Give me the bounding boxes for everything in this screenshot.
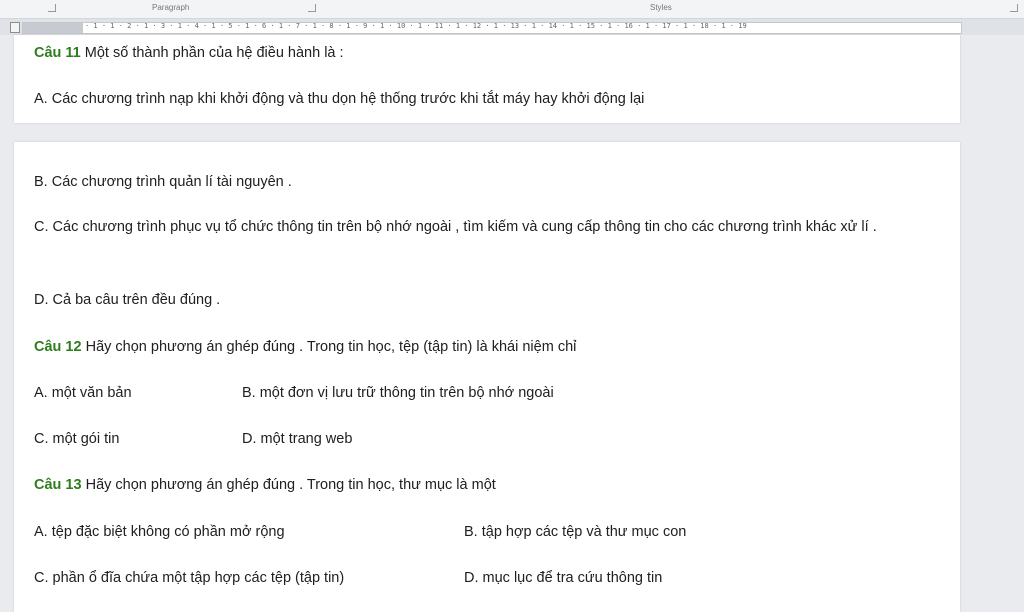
q13-options-row-1: [34, 522, 687, 542]
question-text: Hãy chọn phương án ghép đúng . Trong tin học, thư mục là một: [81, 477, 496, 493]
q12-option-c: C. một gói tin: [34, 431, 120, 447]
q13-option-a: A. tệp đặc biệt không có phần mở rộng: [34, 524, 285, 540]
question-13: [34, 475, 496, 495]
question-11: [34, 43, 344, 63]
q13-option-b: B. tập hợp các tệp và thư mục con: [464, 524, 687, 540]
question-label: Câu 12: [34, 339, 82, 355]
ruler-left-margin: [23, 23, 83, 33]
q12-options-row-2: [34, 429, 353, 449]
ribbon-group-styles: Styles: [650, 3, 672, 12]
q11-option-b: B. Các chương trình quản lí tài nguyên .: [34, 174, 292, 190]
document-page-1[interactable]: [14, 35, 960, 123]
ruler-bar[interactable]: [22, 22, 962, 34]
q13-option-d: D. mục lục để tra cứu thông tin: [464, 570, 663, 586]
q11-option-a: A. Các chương trình nạp khi khởi động và thu dọn hệ thống trước khi tắt máy hay khởi động lại: [34, 91, 645, 107]
q12-option-a: A. một văn bản: [34, 385, 132, 401]
q12-option-d: D. một trang web: [242, 431, 353, 447]
q12-options-row-1: [34, 383, 554, 403]
ruler-numbers: · 1 · 1 · 2 · 1 · 3 · 1 · 4 · 1 · 5 · 1 · 6 · 1 · 7 · 1 · 8 · 1 · 9 · 1 · 10 · 1 · 11 · 1 · 12 · 1 · 13 · 1 · 14 · 1 · 15 · 1 · 16 · 1 · 17 · 1 · 18 · 1 · 19: [85, 22, 747, 30]
q11-option-d: D. Cả ba câu trên đều đúng .: [34, 292, 221, 308]
dialog-launcher-icon[interactable]: [48, 4, 56, 12]
question-text: Hãy chọn phương án ghép đúng . Trong tin học, tệp (tập tin) là khái niệm chỉ: [81, 339, 577, 355]
ribbon-group-paragraph: Paragraph: [152, 3, 190, 12]
question-label: Câu 11: [34, 45, 81, 61]
paragraph-dialog-launcher-icon[interactable]: [308, 4, 316, 12]
q12-option-b: B. một đơn vị lưu trữ thông tin trên bộ nhớ ngoài: [242, 385, 554, 401]
styles-dialog-launcher-icon[interactable]: [1010, 4, 1018, 12]
q13-options-row-2: [34, 568, 663, 588]
tab-selector-icon[interactable]: [10, 22, 20, 33]
q13-option-c: C. phần ổ đĩa chứa một tập hợp các tệp (tập tin): [34, 570, 345, 586]
question-label: Câu 13: [34, 477, 82, 493]
document-page-2[interactable]: [14, 142, 960, 612]
ribbon-group-labels: [0, 0, 1024, 19]
q11-option-c: C. Các chương trình phục vụ tổ chức thông tin trên bộ nhớ ngoài , tìm kiếm và cung cấp thông tin cho các chương trình khác xử lí .: [34, 219, 877, 235]
question-text: Một số thành phần của hệ điều hành là :: [80, 45, 344, 61]
question-12: [34, 337, 576, 357]
horizontal-ruler[interactable]: [0, 19, 1024, 35]
